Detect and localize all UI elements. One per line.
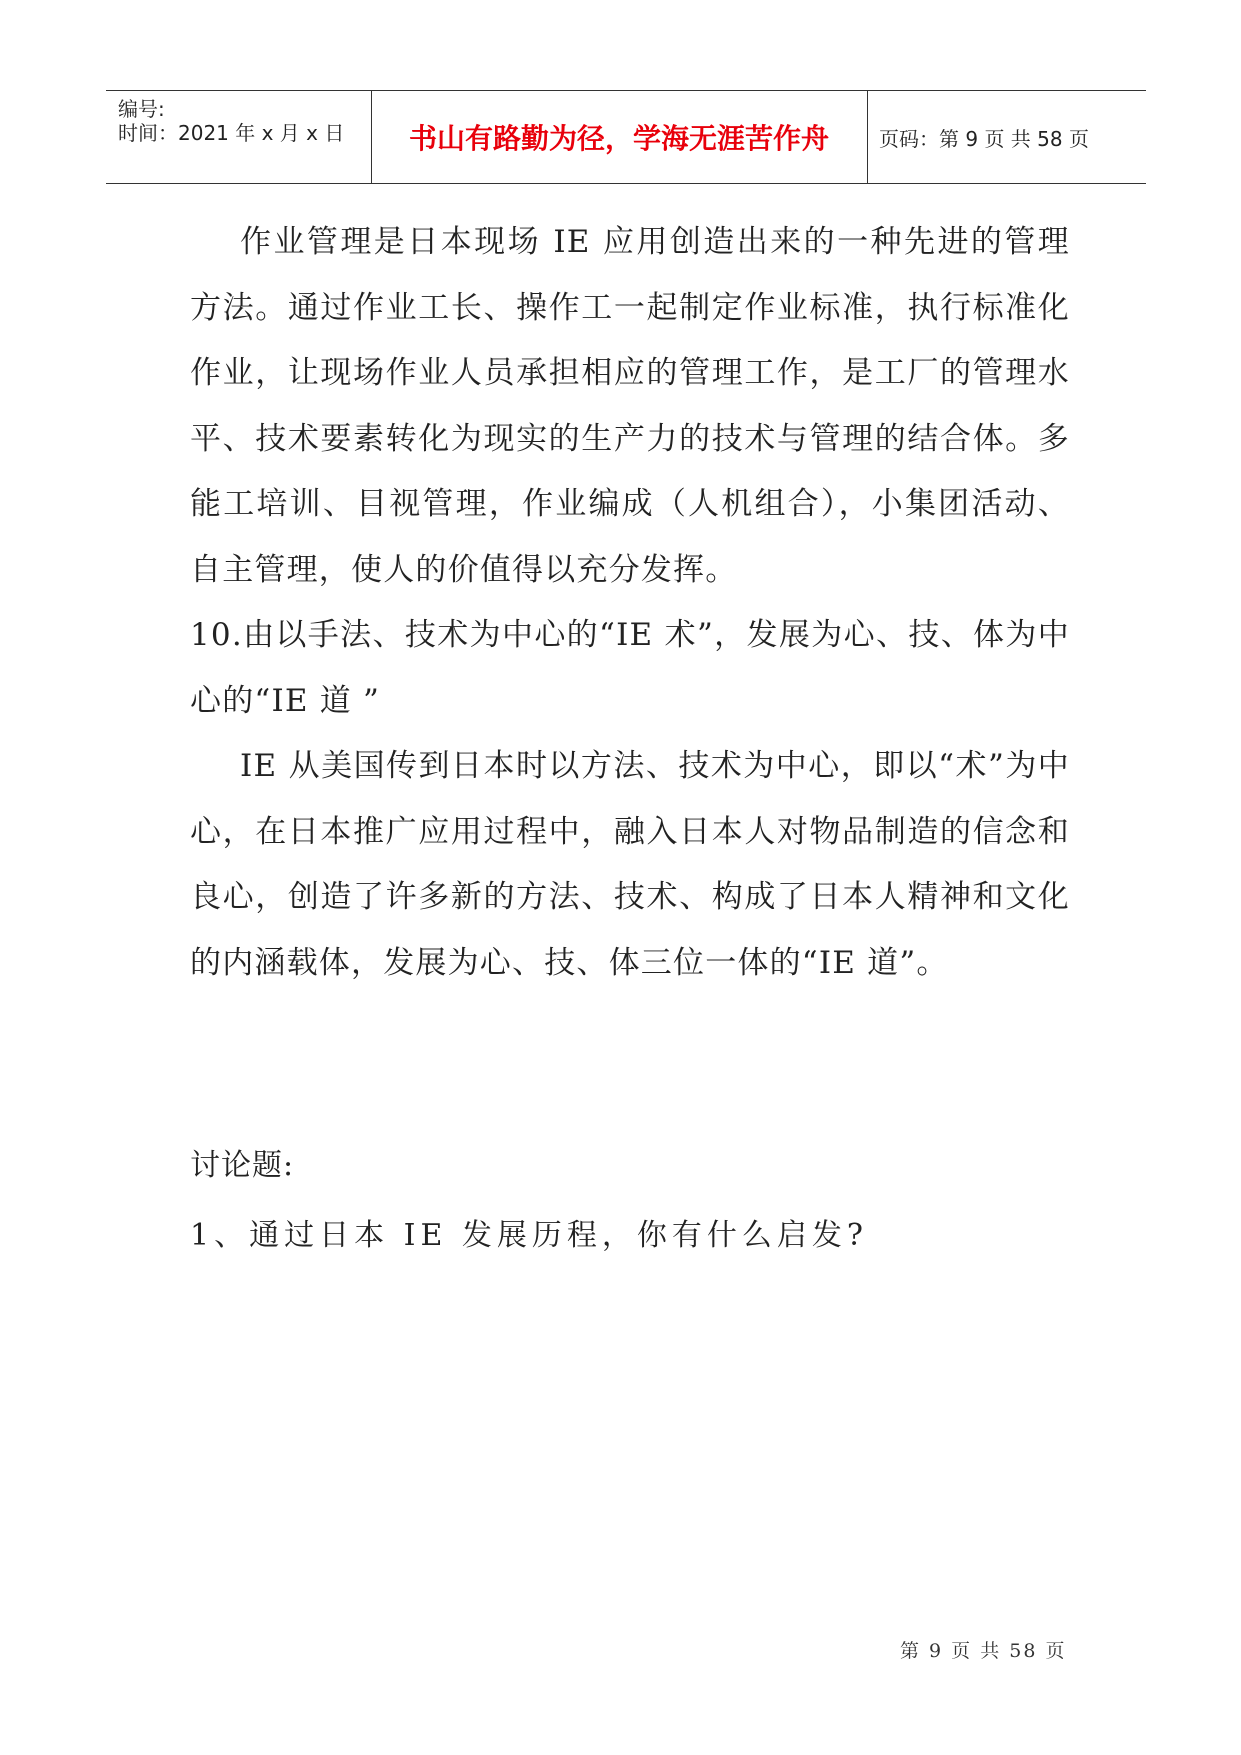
header-page-label: 页码：第 9 页 共 58 页: [879, 127, 1089, 151]
section-heading-10: 10.由以手法、技术为中心的“IE 术”，发展为心、技、体为中心的“IE 道 ”: [190, 617, 1070, 719]
header-number-label: 编号:: [118, 97, 165, 121]
page-header: [106, 90, 1146, 184]
paragraph-ie-dao: IE 从美国传到日本时以方法、技术为中心，即以“术”为中心，在日本推广应用过程中，融入日本人对物品制造的信念和良心，创造了许多新的方法、技术、构成了日本人精神和文化的内涵载体，发展为心、技、体三位一体的“IE 道”。: [190, 748, 1070, 981]
discussion-question-1: 1、通过日本 IE 发展历程，你有什么启发?: [190, 1218, 868, 1253]
header-motto-cell: [371, 91, 868, 183]
header-info-cell: [106, 91, 372, 183]
paragraph-work-management: 作业管理是日本现场 IE 应用创造出来的一种先进的管理方法。通过作业工长、操作工一起制定作业标准，执行标准化作业，让现场作业人员承担相应的管理工作，是工厂的管理水平、技术要素转化为现实的生产力的技术与管理的结合体。多能工培训、目视管理，作业编成（人机组合），小集团活动、自主管理，使人的价值得以充分发挥。: [190, 224, 1070, 588]
header-motto: 书山有路勤为径，学海无涯苦作舟: [408, 122, 829, 155]
header-time-label: 时间：2021 年 x 月 x 日: [118, 121, 345, 145]
discussion-title: 讨论题:: [190, 1148, 295, 1183]
page-footer-number: 第 9 页 共 58 页: [900, 1640, 1067, 1662]
header-page-cell: [867, 91, 1146, 183]
